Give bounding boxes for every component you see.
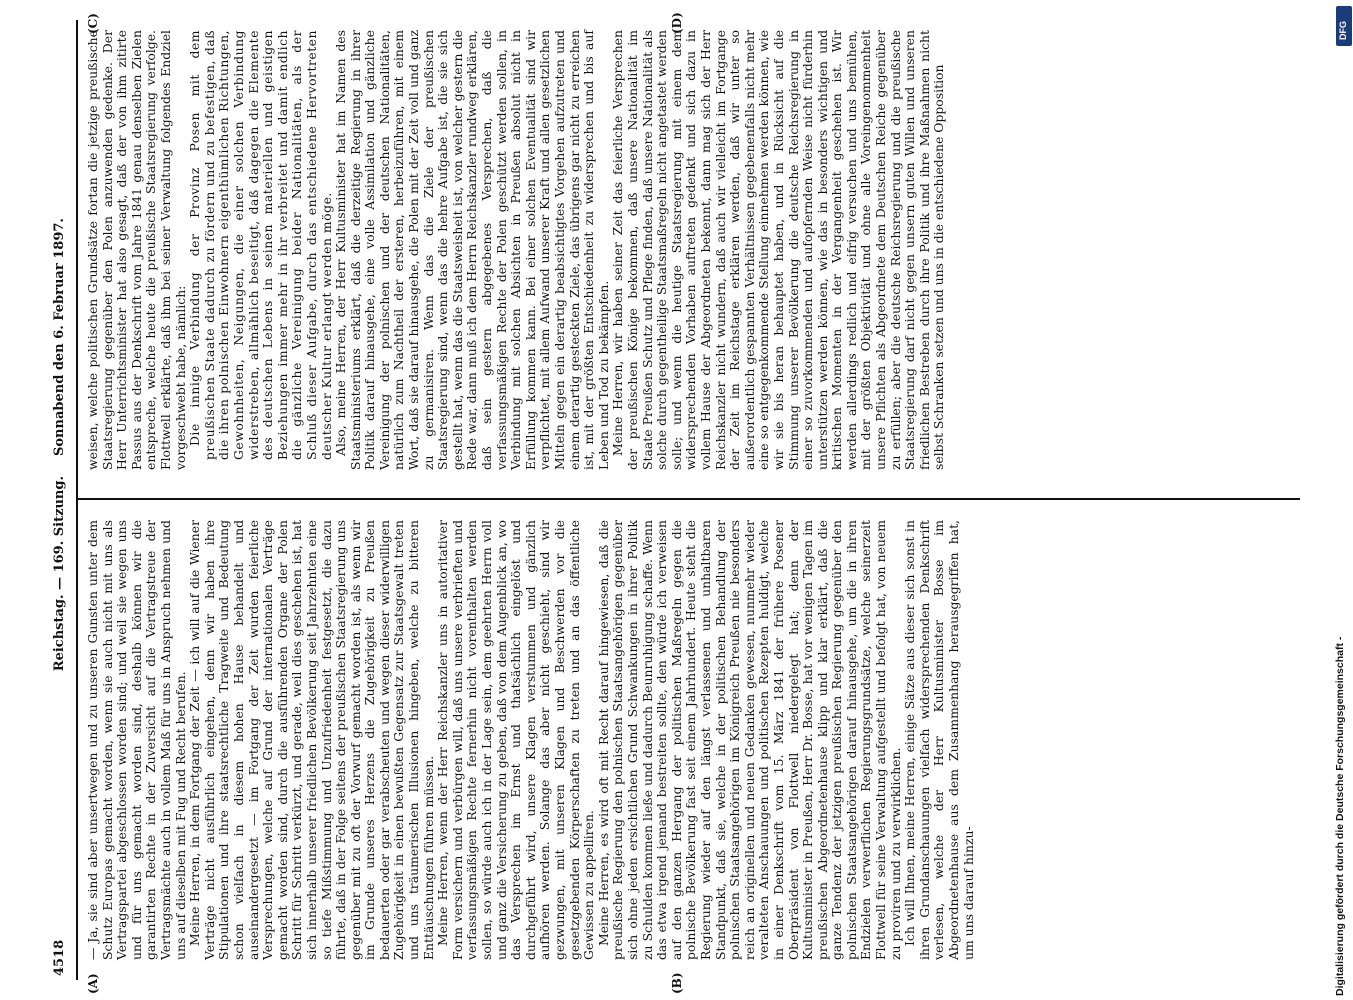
paragraph: Ich will Ihnen, meine Herren, einige Sätze aus dieser sich sonst in ihren Grundanschauungen vielfach widersprechenden Denkschrift verlesen, welche der Herr Kultusminister Bosse im Abgeordnetenhause aus dem Zusammenhang herausgegriffen hat, um uns darauf hinzu- <box>902 520 976 960</box>
paragraph: — Ja, sie sind aber unsertwegen und zu unseren Gunsten unter dem Schutz Europas gemacht worden, wenn sie auch nicht mit uns als Vertragspartei abgeschlossen worden sind; und weil sie wegen uns und für uns gemacht worden sind, deshalb können wir die garantirten Rechte in der Zuversicht auf die Vertragstreue der Vertragsmächte auch in vollem Maß für uns in Anspruch nehmen und uns auf dieselben mit Fug und Recht berufen. <box>85 520 188 960</box>
margin-marker-b: (B) <box>670 972 684 994</box>
quoted-passage: Die innige Verbindung der Provinz Posen mit dem preußischen Staate dadurch zu fördern und zu befestigen, daß die ihren polnischen Einwohnern eigenthümlichen Richtungen, Gewohnheiten, Neigungen, die einer solchen Verbindung widerstreben, allmählich beseitigt, daß dagegen die Elemente des deutschen Lebens in seinen materiellen und geistigen Beziehungen immer mehr in ihr verbreitet und damit endlich die gänzliche Vereinigung beider Nationalitäten, als der Schluß dieser Aufgabe, durch das entschiedene Hervortreten deutscher Kultur erlangt werden möge. <box>187 30 334 460</box>
margin-marker-d: (D) <box>670 12 684 34</box>
margin-marker-c: (C) <box>86 13 100 34</box>
margin-marker-a: (A) <box>86 973 100 994</box>
page-header <box>48 20 74 976</box>
session-date: Sonnabend den 6. Februar 1897. <box>52 218 67 456</box>
dfg-logo-icon: DFG <box>1336 6 1352 46</box>
paragraph: Meine Herren, in dem Fortgang der Zeit — ich will auf die Wiener Verträge nicht ausführlich eingehen, denn wir haben ihre Stipulationen und ihre staatsrechtliche Tragweite und Bedeutung schon vielfach in diesem hohen Hause behandelt und auseinandergesetzt — im Fortgang der Zeit wurden feierliche Versprechungen, welche auf Grund der internationalen Verträge gemacht worden sind, durch die ausführenden Organe der Polen Schritt für Schritt verkürzt, und gerade, weil dies geschehen ist, hat sich innerhalb unserer friedlichen Bevölkerung seit Jahrzehnten eine so tiefe Mißstimmung und Unzufriedenheit festgesetzt, die dazu führte, daß in der Folge seitens der preußischen Staatsregierung uns gegenüber mit zu oft der Vorwurf gemacht worden ist, als wenn wir im Grunde unseres Herzens die Zugehörigkeit zu Preußen bedauerten oder gar verabscheuten und wegen dieser widerwilligen Zugehörigkeit in einen bewußten Gegensatz zur Staatsgewalt treten und uns träumerischen Illusionen hingeben, welche zu bitteren Enttäuschungen führen müssen. <box>187 520 436 960</box>
paragraph: weisen, welche politischen Grundsätze fortan die jetzige preußische Staatsregierung gegenüber den Polen anzuwenden gedenke. Der Herr Unterrichtsminister hat also gesagt, daß der von ihm zitirte Passus aus der Denkschrift vom Jahre 1841 genau denselben Zielen entspreche, welche heute die preußische Staatsregierung verfolge. Flottwell erklärte, daß ihm bei seiner Verwaltung folgendes Endziel vorgeschwebt habe, nämlich: <box>85 30 188 470</box>
paragraph: Meine Herren, wenn der Herr Reichskanzler uns in autoritativer Form versichern und verbürgen will, daß uns unsere verbrieften und verfassungsmäßigen Rechte fernerhin nicht vorenthalten werden sollen, so würde auch ich in der Lage sein, dem geehrten Herrn voll und ganz die Versicherung zu geben, daß von dem Augenblick an, wo das Versprechen im Ernst und thatsächlich eingelöst und durchgeführt wird, unsere Klagen verstummen und gänzlich aufhören werden. Solange das aber nicht geschieht, sind wir gezwungen, mit unseren Klagen und Beschwerden vor die gesetzgebenden Körperschaften zu treten und an das öffentliche Gewissen zu appelliren. <box>435 520 597 960</box>
right-column <box>86 30 947 470</box>
credit-text: Digitalisierung gefördert durch die Deutsche Forschungsgemeinschaft - <box>1334 636 1346 996</box>
column-rule <box>78 498 1300 500</box>
header-rule <box>76 20 78 980</box>
session-title: Reichstag. — 169. Sitzung. <box>52 476 67 672</box>
left-column <box>86 520 976 960</box>
paragraph: Meine Herren, es wird oft mit Recht darauf hingewiesen, daß die preußische Regierung den polnischen Staatsangehörigen gegenüber sich ohne jeden ersichtlichen Grund Schwankungen in ihrer Politik zu Schulden kommen ließe und dadurch Beunruhigung schaffe. Wenn das etwa irgend jemand bestreiten sollte, den würde ich verweisen auf den ganzen Hergang der politischen Maßregeln gegen die polnische Bevölkerung fast seit einem Jahrhundert. Heute steht die Regierung wieder auf den längst verlassenen und unhaltbaren Standpunkt, daß sie, welche in der politischen Behandlung der polnischen Staatsangehörigen im Königreich Preußen nie besonders reich an originellen und neuen Gedanken gewesen, nunmehr wieder veralteten Anschauungen und politischen Rezepten huldigt, welche in einer Denkschrift vom 15. März 1841 der frühere Posener Oberpräsident von Flottwell niedergelegt hat; denn der Kultusminister in Preußen, Herr Dr. Bosse, hat vor wenigen Tagen im preußischen Abgeordnetenhause klipp und klar erklärt, daß die ganze Tendenz der jetzigen preußischen Regierung gegenüber den polnischen Staatsangehörigen darauf hinausgehe, um die in ihren Endzielen verwerflichen Regierungsgrundsätze, welche seinerzeit Flottwell für seine Verwaltung aufgestellt und befolgt hat, von neuem zu proviren und zu verwirklichen. <box>595 520 903 960</box>
paragraph: Also, meine Herren, der Herr Kultusminister hat im Namen des Staatsministeriums erklärt, daß die derzeitige Regierung in ihrer Politik darauf hinausgehe, eine volle Assimilation und gänzliche Vereinigung der polnischen und der deutschen Nationalitäten, natürlich zum Nachtheil der ersteren, herbeizuführen, mit einem Wort, daß sie darauf hinausgehe, die Polen mit der Zeit voll und ganz zu germanisiren. Wenn das die Ziele der preußischen Staatsregierung sind, wenn das die hehre Aufgabe ist, die sie sich gestellt hat, wenn das die Staatsweisheit ist, von welcher gestern die Rede war, dann muß ich dem Herrn Reichskanzler rundweg erklären, daß sein gestern abgegebenes Versprechen, daß die verfassungsmäßigen Rechte der Polen geschützt werden sollen, in Verbindung mit solchen Absichten in Preußen absolut nicht in Erfüllung kommen kann. Bei einer solchen Eventualität sind wir verpflichtet, mit allem Aufwand unserer Kraft und allen gesetzlichen Mitteln gegen ein derartig beabsichtigtes Vorgehen aufzutreten und einem derartig gesteckten Ziele, das übrigens gar nicht zu erreichen ist, mit der größten Entschiedenheit zu widersprechen und bis auf Leben und Tod zu bekämpfen. <box>333 30 611 470</box>
digitization-credit <box>1330 6 1350 996</box>
page-number: 4518 <box>52 939 67 976</box>
paragraph: Meine Herren, wir haben seiner Zeit das feierliche Versprechen der preußischen Könige bekommen, daß unsere Nationalität im Staate Preußen Schutz und Pflege finden, daß unsere Nationalität als solche durch gegentheilige Staatsmaßregeln nicht angetastet werden solle; und wenn die heutige Staatsregierung mit einem dem widersprechenden Vorhaben auftreten gedenkt und sich dazu in vollem Hause der Abgeordneten bekennt, dann mag sich der Herr Reichskanzler nicht wundern, daß auch wir vielleicht im Fortgange der Zeit im Reichstage erklären werden, daß wir unter so außerordentlich gespannten Verhältnissen gegebenenfalls nicht mehr eine so entgegenkommende Stellung einnehmen werden können, wie wir sie bis heran behauptet haben, und in Rücksicht auf die Stimmung unserer Bevölkerung die deutsche Reichsregierung in einer so zuvorkommenden und aufopfernden Weise nicht fürderhin unterstützen werden können, wie das in besonders wichtigen und kritischen Momenten in der Vergangenheit geschehen ist. Wir werden allerdings redlich und eifrig versuchen und uns bemühen, mit der größten Objektivität und ohne alle Voreingenommenheit unsere Pflichten als Abgeordnete dem Deutschen Reiche gegenüber zu erfüllen; aber die deutsche Reichsregierung und die preußische Staatsregierung darf nicht gegen unsern guten Willen und unseren friedlichen Bestreben durch ihre Politik und ihre Maßnahmen nicht selbst Schranken setzen und uns in die entschiedene Opposition <box>610 30 947 470</box>
